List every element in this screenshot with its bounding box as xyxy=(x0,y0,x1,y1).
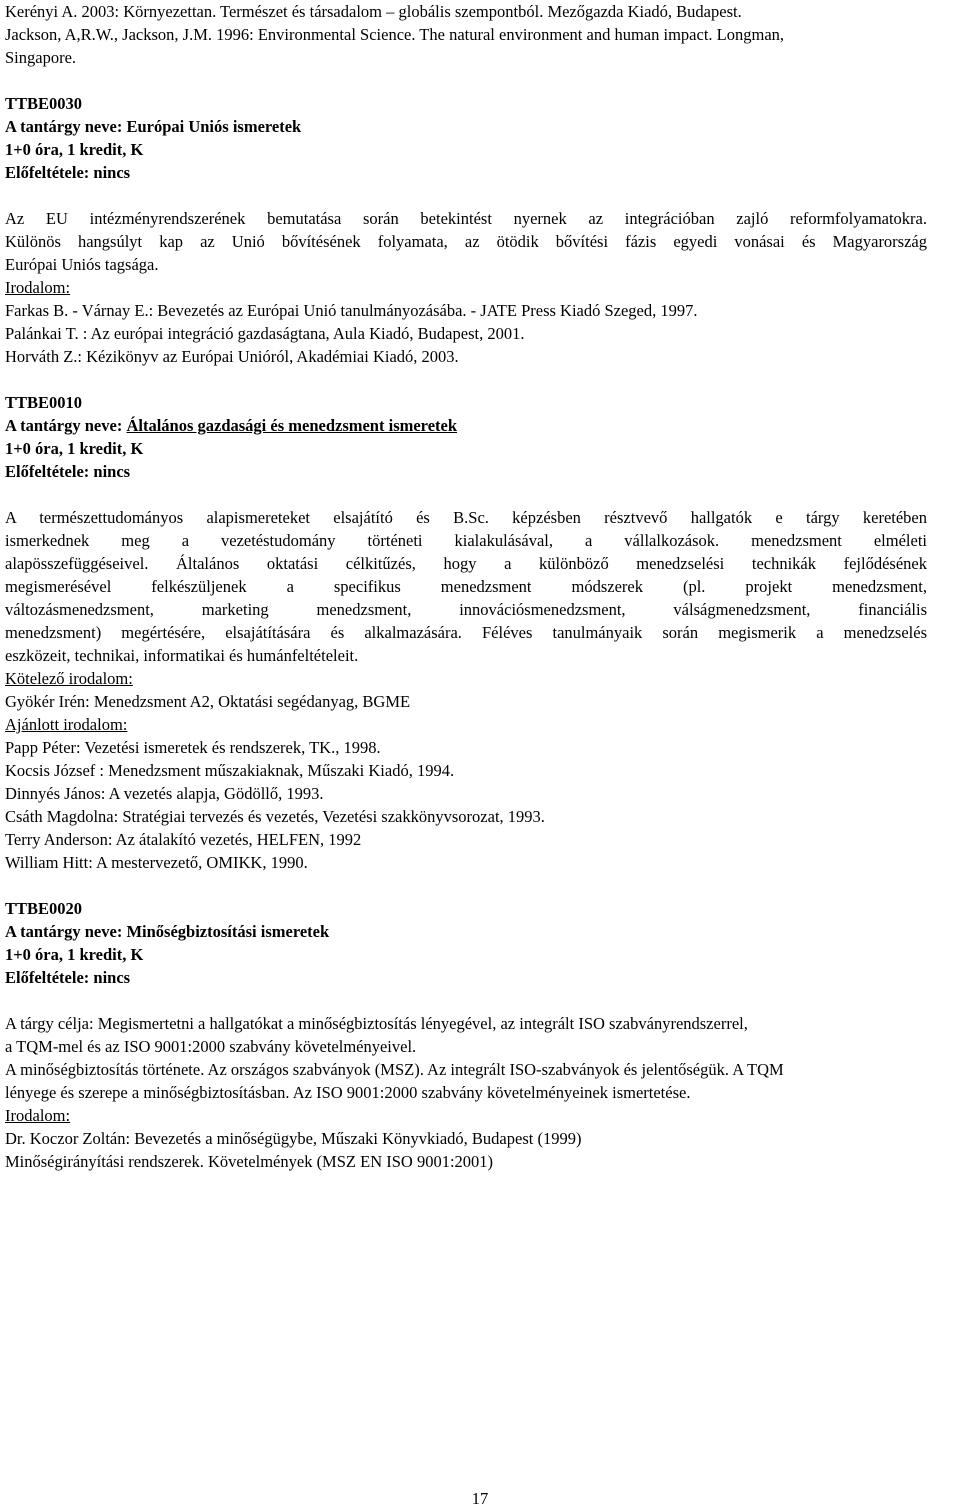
course-name-line xyxy=(5,920,927,943)
literature-label: Irodalom: xyxy=(5,1106,71,1125)
literature-item: Dr. Koczor Zoltán: Bevezetés a minőségügybe, Műszaki Könyvkiadó, Budapest (1999) xyxy=(5,1129,582,1148)
course-description-line: eszközeit, technikai, informatikai és humánfeltételeit. xyxy=(5,646,359,665)
course-description-line: Az EU intézményrendszerének bemutatása során betekintést nyernek az integrációban zajló reformfolyamatokra. xyxy=(5,209,927,228)
reference-continuation xyxy=(5,0,927,69)
course-prerequisite: Előfeltétele: nincs xyxy=(5,462,131,481)
course-name: Európai Uniós ismeretek xyxy=(126,117,302,136)
course-prerequisite: Előfeltétele: nincs xyxy=(5,163,131,182)
course-hours: 1+0 óra, 1 kredit, K xyxy=(5,140,144,159)
reference-line: Singapore. xyxy=(5,48,77,67)
reference-line: Kerényi A. 2003: Környezettan. Természet és társadalom – globális szempontból. Mezőgazda Kiadó, Budapest. xyxy=(5,2,742,21)
recommended-literature-label: Ajánlott irodalom: xyxy=(5,715,128,734)
document-page xyxy=(5,0,927,1173)
course-ttbe0020 xyxy=(5,897,927,1173)
course-description-line: megismerésével felkészüljenek a specifikus menedzsment módszerek (pl. projekt menedzsment, xyxy=(5,577,927,596)
recommended-literature-item: William Hitt: A mestervezető, OMIKK, 1990. xyxy=(5,853,308,872)
course-description-line: A minőségbiztosítás története. Az országos szabványok (MSZ). Az integrált ISO-szabványok és jelentőségük. A TQM xyxy=(5,1060,784,1079)
course-ttbe0010 xyxy=(5,391,927,874)
course-description-line: változásmenedzsment, marketing menedzsment, innovációsmenedzsment, válságmenedzsment, financiális xyxy=(5,600,927,619)
course-name-label: A tantárgy neve: xyxy=(5,416,127,435)
course-code: TTBE0030 xyxy=(5,94,83,113)
page-number: 17 xyxy=(471,1489,489,1508)
course-name-line xyxy=(5,115,927,138)
course-name-line xyxy=(5,414,927,437)
course-hours: 1+0 óra, 1 kredit, K xyxy=(5,439,144,458)
course-description-line: a TQM-mel és az ISO 9001:2000 szabvány követelményeivel. xyxy=(5,1037,417,1056)
course-name: Általános gazdasági és menedzsment ismeretek xyxy=(126,416,458,435)
required-literature-item: Gyökér Irén: Menedzsment A2, Oktatási segédanyag, BGME xyxy=(5,692,411,711)
literature-item: Farkas B. - Várnay E.: Bevezetés az Európai Unió tanulmányozásába. - JATE Press Kiadó Szeged, 1997. xyxy=(5,301,698,320)
course-description-line: Európai Uniós tagsága. xyxy=(5,255,159,274)
literature-item: Horváth Z.: Kézikönyv az Európai Unióról, Akadémiai Kiadó, 2003. xyxy=(5,347,459,366)
course-name: Minőségbiztosítási ismeretek xyxy=(126,922,330,941)
course-name-label: A tantárgy neve: xyxy=(5,117,127,136)
course-description-line: menedzsment) megértésére, elsajátítására és alkalmazására. Féléves tanulmányaik során megismerik a menedzselés xyxy=(5,623,927,642)
course-description-line: A természettudományos alapismereteket elsajátító és B.Sc. képzésben résztvevő hallgatók e tárgy keretében xyxy=(5,508,927,527)
course-description-line: ismerkednek meg a vezetéstudomány történeti kialakulásával, a vállalkozások. menedzsment elméleti xyxy=(5,531,927,550)
course-description-line: lényege és szerepe a minőségbiztosításban. Az ISO 9001:2000 szabvány követelményeinek ismertetése. xyxy=(5,1083,691,1102)
literature-item: Minőségirányítási rendszerek. Követelmények (MSZ EN ISO 9001:2001) xyxy=(5,1152,494,1171)
recommended-literature-item: Kocsis József : Menedzsment műszakiaknak, Műszaki Kiadó, 1994. xyxy=(5,761,455,780)
course-hours: 1+0 óra, 1 kredit, K xyxy=(5,945,144,964)
course-description-line: Különös hangsúlyt kap az Unió bővítésének folyamata, az ötödik bővítési fázis egyedi vonásai és Magyarország xyxy=(5,232,927,251)
literature-label: Irodalom: xyxy=(5,278,71,297)
course-description-line: alapösszefüggéseivel. Általános oktatási célkitűzés, hogy a különböző menedzselési technikák fejlődésének xyxy=(5,554,927,573)
recommended-literature-item: Terry Anderson: Az átalakító vezetés, HELFEN, 1992 xyxy=(5,830,362,849)
recommended-literature-item: Dinnyés János: A vezetés alapja, Gödöllő, 1993. xyxy=(5,784,324,803)
literature-item: Palánkai T. : Az európai integráció gazdaságtana, Aula Kiadó, Budapest, 2001. xyxy=(5,324,525,343)
required-literature-label: Kötelező irodalom: xyxy=(5,669,133,688)
course-ttbe0030 xyxy=(5,92,927,368)
course-description-line: A tárgy célja: Megismertetni a hallgatókat a minőségbiztosítás lényegével, az integrált ISO szabványrendszerrel, xyxy=(5,1014,748,1033)
course-code: TTBE0010 xyxy=(5,393,83,412)
course-name-label: A tantárgy neve: xyxy=(5,922,127,941)
course-code: TTBE0020 xyxy=(5,899,83,918)
reference-line: Jackson, A,R.W., Jackson, J.M. 1996: Environmental Science. The natural environment and human impact. Longman, xyxy=(5,25,785,44)
recommended-literature-item: Csáth Magdolna: Stratégiai tervezés és vezetés, Vezetési szakkönyvsorozat, 1993. xyxy=(5,807,545,826)
recommended-literature-item: Papp Péter: Vezetési ismeretek és rendszerek, TK., 1998. xyxy=(5,738,381,757)
course-prerequisite: Előfeltétele: nincs xyxy=(5,968,131,987)
